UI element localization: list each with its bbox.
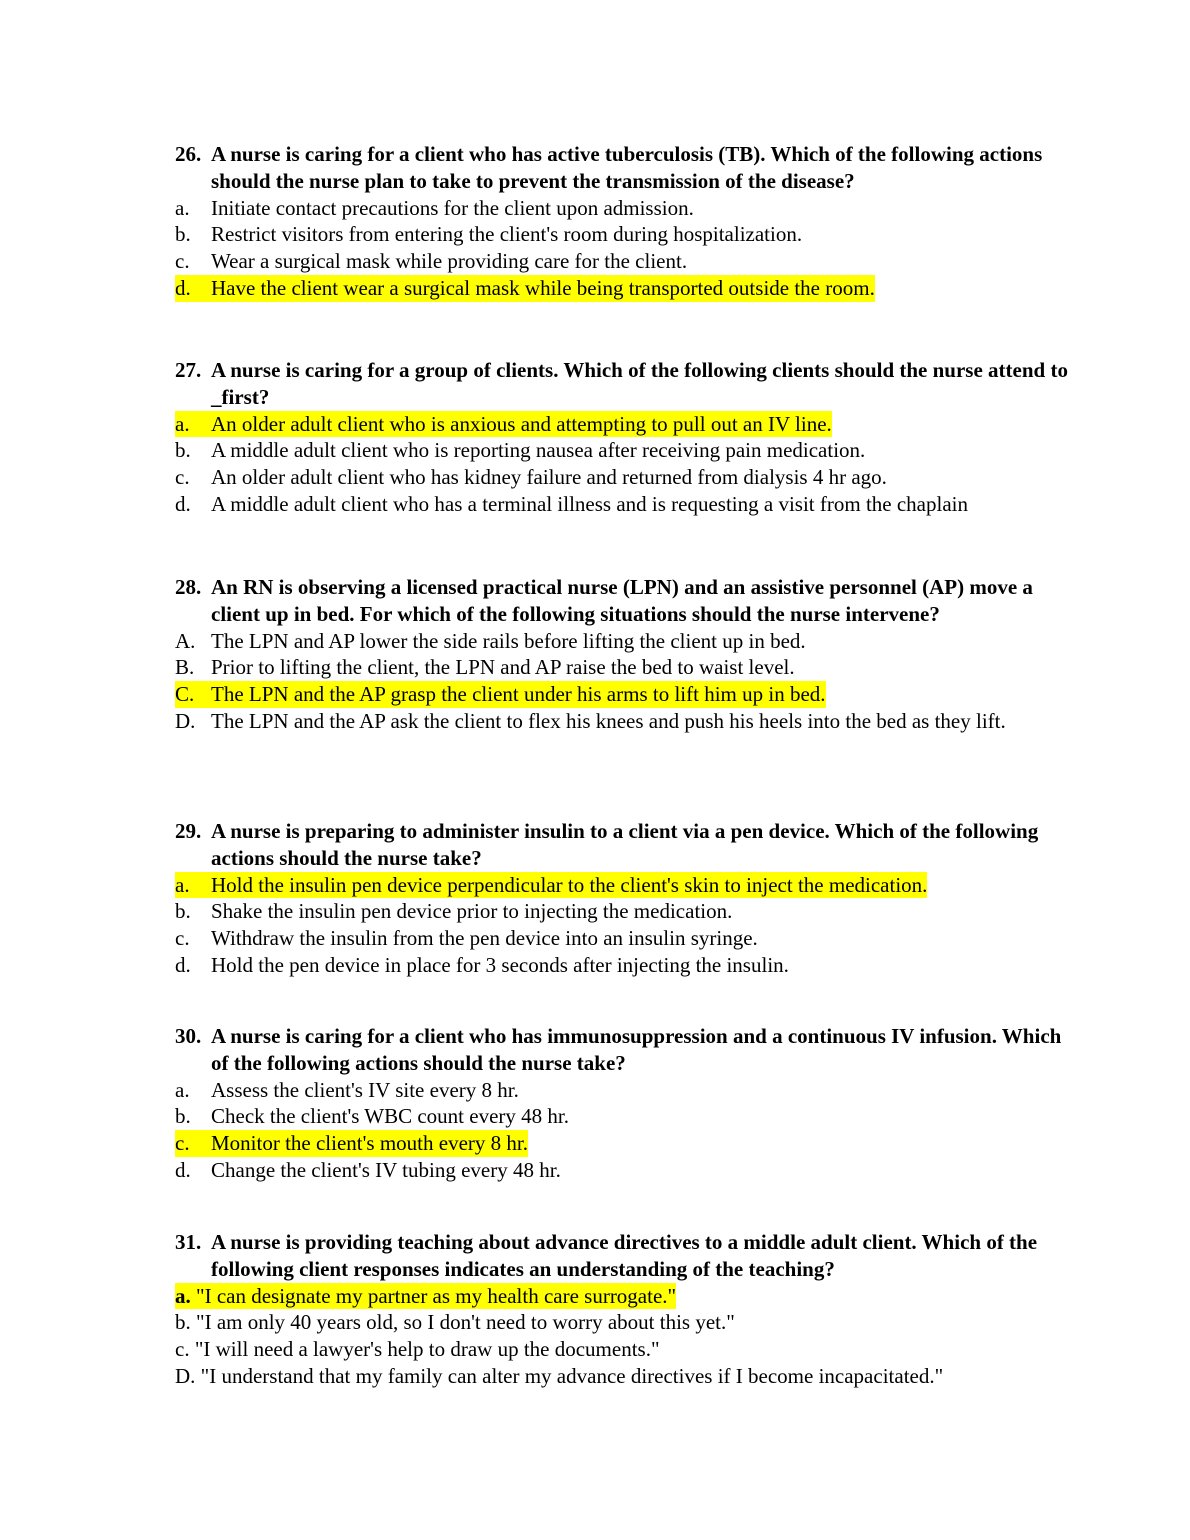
question-31 [175,1229,1055,1390]
option-letter: a. [175,411,190,436]
question-26 [175,141,1075,302]
option-letter: c. [175,926,190,951]
option-text: Assess the client's IV site every 8 hr. [211,1077,519,1102]
option-letter: c. [175,249,190,274]
option-text: Hold the pen device in place for 3 seconds after injecting the insulin. [211,952,789,977]
option-letter: d. [175,275,191,300]
option-letter: C. [175,682,195,707]
option-text: Check the client's WBC count every 48 hr. [211,1104,569,1129]
option-letter: d. [175,952,191,977]
option-text: The LPN and the AP grasp the client under his arms to lift him up in bed. [211,682,826,707]
option-letter: B. [175,655,195,680]
question-27 [175,357,1075,518]
answer-option [175,708,1025,735]
option-text: "I am only 40 years old, so I don't need to worry about this yet." [196,1310,735,1335]
answer-option [175,464,1075,491]
answer-option [175,654,1075,681]
option-text: Have the client wear a surgical mask while being transported outside the room. [211,275,875,300]
question-number: 28. [175,575,202,599]
answer-option [175,1309,1055,1336]
answer-option-highlighted [175,1130,1075,1157]
option-letter: c. [175,465,190,490]
answer-option [175,1363,1055,1390]
option-letter: a. [175,1077,190,1102]
question-text: A nurse is caring for a client who has immunosuppression and a continuous IV infusion. Which of the following actions should the nurse take? [211,1024,1062,1075]
option-letter: A. [175,628,196,653]
option-text: Prior to lifting the client, the LPN and AP raise the bed to waist level. [211,655,795,680]
question-stem [175,141,1075,195]
option-text: An older adult client who has kidney failure and returned from dialysis 4 hr ago. [211,465,887,490]
option-text: Initiate contact precautions for the client upon admission. [211,195,694,220]
answer-option [175,628,1075,655]
option-letter: a. [175,872,190,897]
answer-option [175,1103,1075,1130]
answer-option [175,491,975,518]
option-text: "I can designate my partner as my health care surrogate." [196,1283,677,1308]
option-text: Monitor the client's mouth every 8 hr. [211,1131,528,1156]
question-number: 29. [175,819,202,843]
option-text: Hold the insulin pen device perpendicular to the client's skin to inject the medication. [211,872,928,897]
option-text: An older adult client who is anxious and attempting to pull out an IV line. [211,411,832,436]
question-text: A nurse is providing teaching about advance directives to a middle adult client. Which of the following client responses indicates an understanding of the teaching? [211,1230,1038,1281]
answer-option-highlighted [175,681,1075,708]
answer-option [175,248,1075,275]
question-number: 27. [175,358,202,382]
answer-option [175,952,1075,979]
option-letter: D. [175,1363,196,1388]
option-letter: c. [175,1337,190,1362]
option-text: The LPN and the AP ask the client to flex his knees and push his heels into the bed as they lift. [211,708,1006,733]
question-stem [175,574,1075,628]
question-number: 31. [175,1230,202,1254]
option-letter: c. [175,1131,190,1156]
answer-option [175,1336,1055,1363]
answer-option [175,1077,1075,1104]
question-number: 30. [175,1024,202,1048]
answer-option-highlighted [175,872,1075,899]
option-text: Withdraw the insulin from the pen device into an insulin syringe. [211,926,758,951]
answer-option-highlighted [175,275,1075,302]
option-text: Change the client's IV tubing every 48 hr. [211,1157,561,1182]
question-number: 26. [175,142,202,166]
question-30 [175,1023,1075,1184]
option-letter: d. [175,491,191,516]
question-stem [175,357,1075,411]
question-28 [175,574,1075,735]
answer-option [175,437,1075,464]
question-29 [175,818,1075,979]
answer-option-highlighted [175,411,1075,438]
option-letter: D. [175,708,196,733]
option-letter: b. [175,222,191,247]
question-text: A nurse is preparing to administer insulin to a client via a pen device. Which of the following actions should the nurse take? [211,819,1039,870]
option-text: Wear a surgical mask while providing care for the client. [211,249,688,274]
question-stem [175,1229,1055,1283]
question-stem [175,1023,1075,1077]
option-text: "I understand that my family can alter my advance directives if I become incapacitated." [200,1363,944,1388]
question-text: A nurse is caring for a group of clients. Which of the following clients should the nurse attend to _first? [211,358,1068,409]
option-letter: b. [175,899,191,924]
option-text: Restrict visitors from entering the client's room during hospitalization. [211,222,803,247]
answer-option [175,221,1075,248]
question-stem [175,818,1075,872]
option-letter: b. [175,1104,191,1129]
option-text: "I will need a lawyer's help to draw up the documents." [194,1337,660,1362]
option-letter: b. [175,438,191,463]
option-text: A middle adult client who has a terminal illness and is requesting a visit from the chaplain [211,491,968,516]
question-text: A nurse is caring for a client who has active tuberculosis (TB). Which of the following actions should the nurse plan to take to prevent the transmission of the disease? [211,142,1043,193]
question-text: An RN is observing a licensed practical nurse (LPN) and an assistive personnel (AP) move a client up in bed. For which of the following situations should the nurse intervene? [211,575,1033,626]
option-letter: d. [175,1157,191,1182]
option-letter: a. [175,1283,191,1308]
answer-option [175,898,1075,925]
option-letter: b. [175,1310,191,1335]
answer-option [175,925,1075,952]
answer-option [175,195,1075,222]
option-text: A middle adult client who is reporting nausea after receiving pain medication. [211,438,866,463]
answer-option [175,1157,1075,1184]
answer-option-highlighted [175,1283,1055,1310]
option-letter: a. [175,195,190,220]
option-text: The LPN and AP lower the side rails before lifting the client up in bed. [211,628,806,653]
option-text: Shake the insulin pen device prior to injecting the medication. [211,899,733,924]
